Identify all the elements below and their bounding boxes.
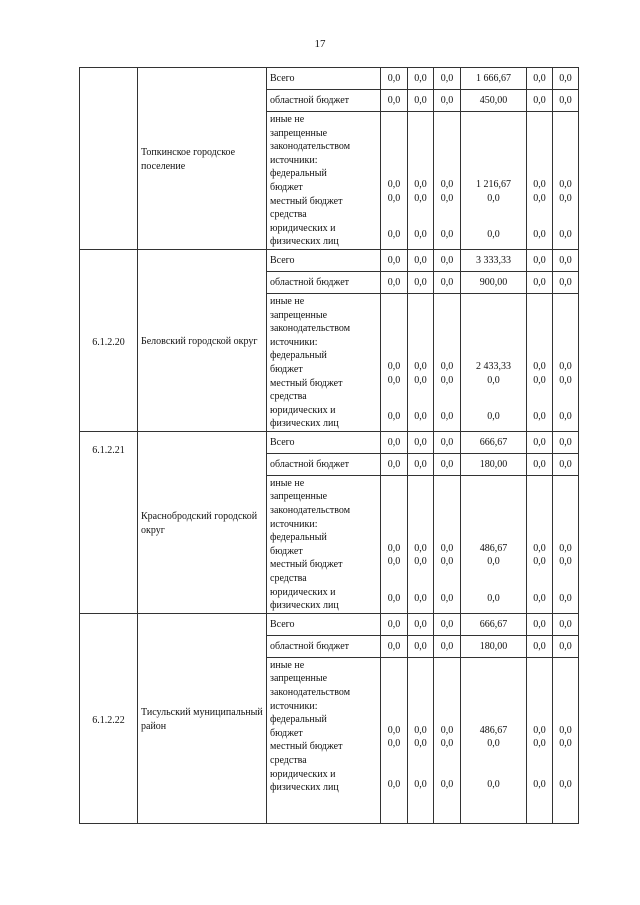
source-other-line: иные не [270, 659, 305, 671]
total-value: 1 666,67 [461, 68, 527, 90]
source-other-line: средства [270, 391, 307, 403]
legal-value: 0,0 [387, 779, 401, 790]
table-row [80, 431, 579, 453]
legal-value: 0,0 [559, 229, 572, 241]
federal-value: 1 216,67 [476, 179, 511, 190]
source-regional-label: областной бюджет [267, 453, 381, 475]
regional-value: 0,0 [381, 90, 408, 112]
total-value: 0,0 [408, 68, 434, 90]
total-value: 666,67 [461, 431, 527, 453]
local-value: 0,0 [487, 192, 500, 204]
local-value: 0,0 [487, 738, 500, 750]
local-value: 0,0 [440, 738, 454, 750]
legal-value: 0,0 [440, 411, 454, 423]
local-value: 0,0 [533, 556, 546, 568]
source-other-label [267, 657, 381, 823]
source-other-line: иные не [270, 295, 305, 307]
regional-value: 0,0 [527, 453, 553, 475]
source-total-label: Всего [267, 431, 381, 453]
legal-value: 0,0 [487, 229, 500, 241]
source-other-line: законодательством [270, 687, 351, 698]
local-value: 0,0 [533, 374, 546, 386]
source-other-line: юридических и [270, 222, 336, 234]
federal-value: 0,0 [414, 360, 427, 372]
legal-value: 0,0 [533, 779, 546, 790]
federal-value: 0,0 [440, 724, 454, 736]
source-other-line: физических лиц [270, 600, 339, 612]
total-value: 0,0 [527, 431, 553, 453]
regional-value: 0,0 [527, 90, 553, 112]
regional-value: 180,00 [461, 635, 527, 657]
source-other-line: федеральный [270, 714, 327, 726]
federal-value: 0,0 [387, 360, 401, 372]
source-other-line: бюджет [270, 727, 303, 739]
regional-value: 0,0 [553, 271, 579, 293]
regional-value: 180,00 [461, 453, 527, 475]
total-value: 0,0 [527, 68, 553, 90]
legal-value: 0,0 [533, 229, 546, 241]
source-other-line: средства [270, 754, 307, 766]
other-sources-values [527, 657, 553, 823]
federal-value: 0,0 [559, 542, 572, 554]
local-value: 0,0 [414, 374, 427, 386]
legal-value: 0,0 [414, 411, 427, 423]
regional-value: 0,0 [381, 635, 408, 657]
regional-value: 0,0 [408, 453, 434, 475]
federal-value: 0,0 [533, 360, 546, 372]
regional-value: 0,0 [381, 271, 408, 293]
source-other-line: источники: [270, 336, 318, 348]
row-code: 6.1.2.22 [80, 613, 138, 823]
source-other-line: иные не [270, 114, 305, 125]
total-value: 0,0 [553, 68, 579, 90]
source-other-line: местный бюджет [270, 195, 343, 207]
page-number: 17 [314, 38, 326, 50]
total-value: 0,0 [527, 249, 553, 271]
row-code [80, 68, 138, 250]
federal-value: 486,67 [479, 724, 508, 736]
regional-value: 0,0 [553, 635, 579, 657]
source-other-line: местный бюджет [270, 741, 343, 753]
other-sources-values [408, 475, 434, 613]
source-other-label [267, 112, 381, 250]
row-municipality-name: Тисульский муниципальный район [138, 613, 267, 823]
federal-value: 0,0 [533, 724, 546, 736]
other-sources-values [527, 475, 553, 613]
regional-value: 0,0 [434, 271, 461, 293]
row-code: 6.1.2.20 [80, 249, 138, 431]
row-code: 6.1.2.21 [80, 431, 138, 613]
legal-value: 0,0 [440, 593, 454, 605]
total-value: 0,0 [434, 613, 461, 635]
total-value: 0,0 [553, 249, 579, 271]
other-sources-values [461, 112, 527, 250]
source-other-line: федеральный [270, 168, 327, 180]
federal-value: 0,0 [559, 724, 572, 736]
source-other-line: физических лиц [270, 418, 339, 430]
total-value: 0,0 [408, 249, 434, 271]
regional-value: 0,0 [408, 271, 434, 293]
source-other-line: юридических и [270, 586, 336, 598]
regional-value: 0,0 [434, 90, 461, 112]
source-other-line: бюджет [270, 181, 303, 193]
source-other-line: местный бюджет [270, 559, 343, 571]
legal-value: 0,0 [533, 411, 546, 423]
total-value: 0,0 [434, 68, 461, 90]
legal-value: 0,0 [387, 229, 401, 241]
local-value: 0,0 [440, 556, 454, 568]
source-total-label: Всего [267, 249, 381, 271]
federal-value: 0,0 [440, 360, 454, 372]
federal-value: 0,0 [387, 724, 401, 736]
row-municipality-name: Краснобродский городской округ [138, 431, 267, 613]
other-sources-values [553, 112, 579, 250]
source-regional-label: областной бюджет [267, 635, 381, 657]
other-sources-values [434, 657, 461, 823]
source-other-line: юридических и [270, 768, 336, 780]
legal-value: 0,0 [559, 411, 572, 423]
source-other-line: бюджет [270, 545, 303, 557]
legal-value: 0,0 [487, 593, 500, 605]
total-value: 0,0 [381, 68, 408, 90]
local-value: 0,0 [487, 556, 500, 568]
other-sources-values [553, 657, 579, 823]
legal-value: 0,0 [440, 779, 454, 790]
legal-value: 0,0 [414, 229, 427, 241]
total-value: 0,0 [434, 431, 461, 453]
regional-value: 0,0 [553, 453, 579, 475]
total-value: 666,67 [461, 613, 527, 635]
federal-value: 0,0 [414, 179, 427, 190]
total-value: 3 333,33 [461, 249, 527, 271]
regional-value: 0,0 [527, 271, 553, 293]
other-sources-values [553, 475, 579, 613]
federal-value: 0,0 [559, 360, 572, 372]
source-other-line: иные не [270, 477, 305, 489]
regional-value: 900,00 [461, 271, 527, 293]
local-value: 0,0 [533, 738, 546, 750]
local-value: 0,0 [387, 738, 401, 750]
budget-table [79, 67, 579, 824]
other-sources-values [461, 657, 527, 823]
local-value: 0,0 [387, 192, 401, 204]
other-sources-values [461, 475, 527, 613]
source-other-line: средства [270, 209, 307, 221]
regional-value: 0,0 [381, 453, 408, 475]
total-value: 0,0 [553, 431, 579, 453]
federal-value: 486,67 [479, 542, 508, 554]
source-other-line: источники: [270, 518, 318, 530]
regional-value: 0,0 [408, 90, 434, 112]
regional-value: 0,0 [408, 635, 434, 657]
source-other-line: запрещенные [270, 309, 328, 321]
legal-value: 0,0 [487, 779, 500, 790]
source-other-line: бюджет [270, 363, 303, 375]
other-sources-values [408, 657, 434, 823]
federal-value: 0,0 [559, 179, 572, 190]
local-value: 0,0 [440, 374, 454, 386]
legal-value: 0,0 [387, 411, 401, 423]
source-other-line: физических лиц [270, 236, 339, 248]
source-total-label: Всего [267, 68, 381, 90]
source-other-label [267, 475, 381, 613]
source-other-line: средства [270, 573, 307, 585]
legal-value: 0,0 [559, 779, 572, 790]
legal-value: 0,0 [533, 593, 546, 605]
local-value: 0,0 [414, 738, 427, 750]
local-value: 0,0 [487, 374, 500, 386]
other-sources-values [381, 657, 408, 823]
federal-value: 0,0 [440, 179, 454, 190]
other-sources-values [381, 112, 408, 250]
source-other-line: законодательством [270, 323, 351, 335]
regional-value: 0,0 [553, 90, 579, 112]
total-value: 0,0 [527, 613, 553, 635]
legal-value: 0,0 [414, 593, 427, 605]
legal-value: 0,0 [487, 411, 500, 423]
source-other-line: юридических и [270, 404, 336, 416]
source-other-line: федеральный [270, 532, 327, 544]
local-value: 0,0 [414, 556, 427, 568]
other-sources-values [527, 112, 553, 250]
source-other-line: источники: [270, 700, 318, 712]
total-value: 0,0 [434, 249, 461, 271]
total-value: 0,0 [381, 249, 408, 271]
source-other-line: законодательством [270, 141, 351, 153]
other-sources-values [381, 475, 408, 613]
table-row [80, 249, 579, 271]
federal-value: 0,0 [414, 724, 427, 736]
total-value: 0,0 [408, 431, 434, 453]
regional-value: 0,0 [527, 635, 553, 657]
source-other-line: запрещенные [270, 673, 328, 685]
local-value: 0,0 [559, 556, 572, 568]
total-value: 0,0 [408, 613, 434, 635]
federal-value: 0,0 [387, 542, 401, 554]
other-sources-values [408, 293, 434, 431]
source-other-line: федеральный [270, 350, 327, 362]
local-value: 0,0 [387, 374, 401, 386]
source-other-line: запрещенные [270, 491, 328, 503]
source-regional-label: областной бюджет [267, 271, 381, 293]
row-municipality-name: Топкинское городское поселение [138, 68, 267, 250]
source-other-line: источники: [270, 154, 318, 166]
source-regional-label: областной бюджет [267, 90, 381, 112]
legal-value: 0,0 [559, 593, 572, 605]
total-value: 0,0 [553, 613, 579, 635]
federal-value: 0,0 [533, 542, 546, 554]
other-sources-values [553, 293, 579, 431]
legal-value: 0,0 [387, 593, 401, 605]
other-sources-values [434, 475, 461, 613]
table-row [80, 613, 579, 635]
local-value: 0,0 [533, 192, 546, 204]
legal-value: 0,0 [414, 779, 427, 790]
other-sources-values [461, 293, 527, 431]
source-other-label [267, 293, 381, 431]
regional-value: 0,0 [434, 453, 461, 475]
row-municipality-name: Беловский городской округ [138, 249, 267, 431]
regional-value: 450,00 [461, 90, 527, 112]
federal-value: 0,0 [414, 542, 427, 554]
federal-value: 0,0 [533, 179, 546, 190]
other-sources-values [434, 112, 461, 250]
other-sources-values [381, 293, 408, 431]
federal-value: 0,0 [440, 542, 454, 554]
other-sources-values [434, 293, 461, 431]
federal-value: 2 433,33 [476, 360, 511, 372]
federal-value: 0,0 [387, 179, 401, 190]
source-other-line: запрещенные [270, 127, 328, 139]
legal-value: 0,0 [440, 229, 454, 241]
source-other-line: физических лиц [270, 782, 339, 794]
total-value: 0,0 [381, 431, 408, 453]
source-other-line: местный бюджет [270, 377, 343, 389]
source-total-label: Всего [267, 613, 381, 635]
local-value: 0,0 [440, 192, 454, 204]
table-row [80, 68, 579, 90]
other-sources-values [408, 112, 434, 250]
local-value: 0,0 [414, 192, 427, 204]
local-value: 0,0 [559, 192, 572, 204]
local-value: 0,0 [559, 738, 572, 750]
local-value: 0,0 [387, 556, 401, 568]
regional-value: 0,0 [434, 635, 461, 657]
local-value: 0,0 [559, 374, 572, 386]
other-sources-values [527, 293, 553, 431]
source-other-line: законодательством [270, 505, 351, 517]
total-value: 0,0 [381, 613, 408, 635]
